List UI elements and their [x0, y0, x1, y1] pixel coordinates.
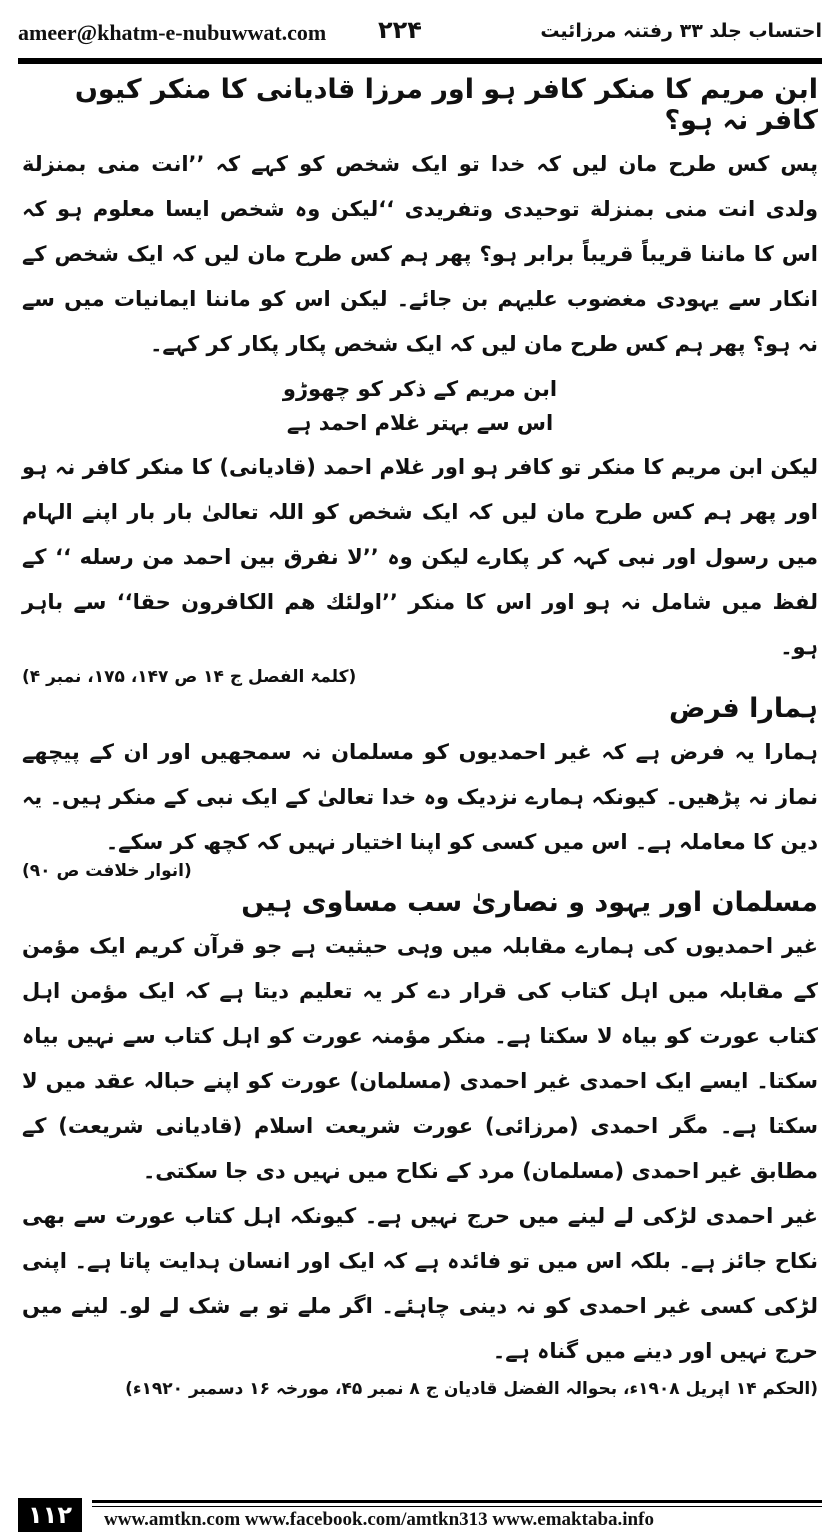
header-book-title: احتساب جلد ۳۳ رفتنہ مرزائیت	[540, 20, 822, 42]
section1-paragraph-1: پس کس طرح مان لیں کہ خدا تو ایک شخص کو کہے کہ ’’انت منی بمنزلة ولدی انت منی بمنزلة توحیدی وتفریدی ‘‘لیکن وہ شخص ایسا معلوم ہو کہ اس کا ماننا قریباً قریباً برابر ہو؟ پھر ہم کس طرح مان لیں کہ ایک شخص کے انکار سے یہودی مغضوب علیہم بن جائے۔ لیکن اس کو ماننا ایمانیات میں سے نہ ہو؟ پھر ہم کس طرح مان لیں کہ ایک شخص پکار پکار کر کہے۔	[22, 152, 818, 356]
section3-reference: (الحکم ۱۴ اپریل ۱۹۰۸ء، بحوالہ الفضل قادیان ج ۸ نمبر ۴۵، مورخہ ۱۶ دسمبر ۱۹۲۰ء)	[125, 1379, 818, 1399]
section3-paragraph-1: غیر احمدیوں کی ہمارے مقابلہ میں وہی حیثیت ہے جو قرآن کریم ایک مؤمن کے مقابلہ میں اہل کتاب کی قرار دے کر یہ تعلیم دیتا ہے کہ ایک مؤمن اہل کتاب عورت کو بیاہ لا سکتا ہے۔ منکر مؤمنہ عورت کو اہل کتاب سے نہیں بیاہ سکتا۔ ایسے ایک احمدی غیر احمدی (مسلمان) عورت کو اپنے حبالہ عقد میں لا سکتا ہے۔ مگر احمدی (مرزائی) عورت شریعت اسلام (قادیانی شریعت) کے مطابق غیر احمدی (مسلمان) مرد کے نکاح میں نہیں دی جا سکتی۔	[22, 934, 818, 1183]
section1-heading: ابن مریم کا منکر کافر ہو اور مرزا قادیانی کا منکر کیوں کافر نہ ہو؟	[74, 74, 818, 136]
header-page-number: ۲۲۴	[378, 16, 422, 44]
section2-heading: ہمارا فرض	[668, 693, 818, 724]
section2-paragraph: ہمارا یہ فرض ہے کہ غیر احمدیوں کو مسلمان نہ سمجھیں اور ان کے پیچھے نماز نہ پڑھیں۔ کیونکہ ہمارے نزدیک وہ خدا تعالیٰ کے ایک نبی کے منکر ہیں۔ یہ دین کا معاملہ ہے۔ اس میں کسی کو اپنا اختیار نہیں کہ کچھ کر سکے۔	[22, 740, 818, 854]
footer-links: www.amtkn.com www.facebook.com/amtkn313 www.emaktaba.info	[104, 1509, 654, 1530]
footer-page-number: ۱۱۲	[18, 1498, 82, 1532]
section2-reference: (انوار خلافت ص ۹۰)	[22, 861, 192, 881]
page-content	[22, 74, 818, 1399]
footer-rule-thick	[92, 1500, 822, 1503]
page-footer	[18, 1498, 822, 1538]
section3-paragraph-2: غیر احمدی لڑکی لے لینے میں حرج نہیں ہے۔ کیونکہ اہل کتاب عورت سے بھی نکاح جائز ہے۔ بلکہ اس میں تو فائدہ ہے کہ ایک اور انسان ہدایت پاتا ہے۔ اپنی لڑکی کسی غیر احمدی کو نہ دینی چاہئے۔ اگر ملے تو بے شک لے لو۔ لینے میں حرج نہیں اور دینے میں گناہ ہے۔	[22, 1204, 818, 1363]
section3-heading: مسلمان اور یہود و نصاریٰ سب مساوی ہیں	[241, 887, 818, 918]
page-header	[18, 16, 822, 52]
header-email: ameer@khatm-e-nubuwwat.com	[18, 20, 327, 45]
section1-paragraph-2: لیکن ابن مریم کا منکر تو کافر ہو اور غلام احمد (قادیانی) کا منکر کافر نہ ہو اور پھر ہم کس طرح مان لیں کہ ایک شخص کو اللہ تعالیٰ بار بار اپنے الہام میں رسول اور نبی کہہ کر پکارے لیکن وہ ’’لا نفرق بین احمد من رسله ‘‘ کے لفظ میں شامل نہ ہو اور اس کا منکر ’’اولئك هم الكافرون حقا‘‘ سے باہر ہو۔	[22, 455, 818, 659]
header-rule	[18, 58, 822, 64]
verse-line-2: اس سے بہتر غلام احمد ہے	[286, 411, 554, 435]
section1-reference: (کلمۃ الفصل ج ۱۴ ص ۱۴۷، ۱۷۵، نمبر ۴)	[22, 667, 357, 687]
footer-rule-thin	[92, 1506, 822, 1507]
verse-line-1: ابن مریم کے ذکر کو چھوڑو	[282, 377, 558, 401]
